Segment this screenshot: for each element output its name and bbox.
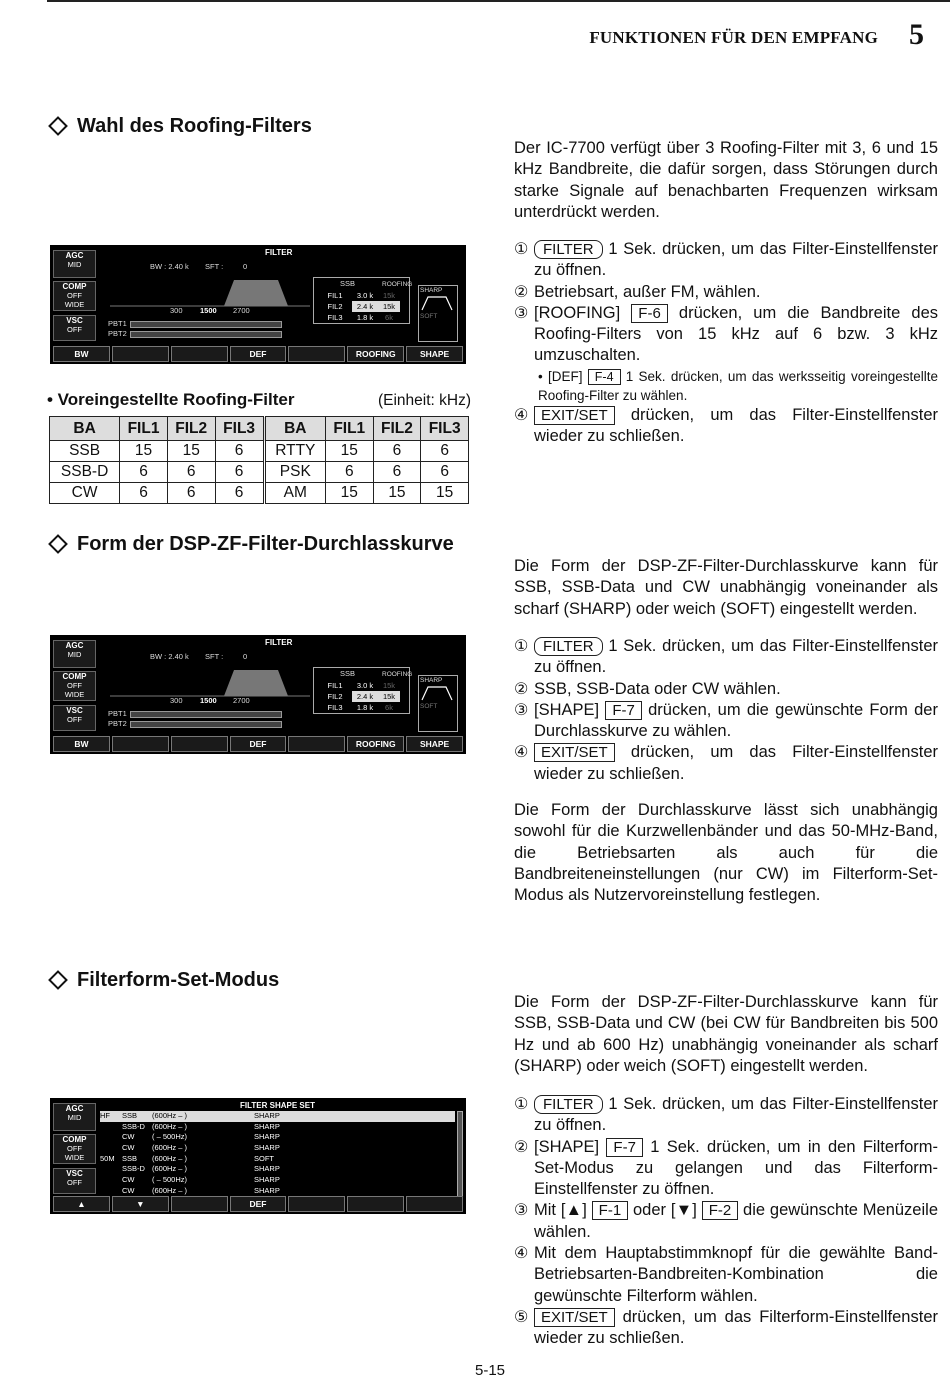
section-title-shape-set: Filterform-Set-Modus <box>47 969 279 992</box>
step-number: ④ <box>514 744 529 762</box>
frequency-label: 300 <box>170 306 183 315</box>
table-header-cell: BA <box>50 417 120 441</box>
table-header-row <box>50 417 469 441</box>
filter-cell: FIL1 <box>327 681 343 690</box>
shape-cell: (600Hz – ) <box>152 1153 188 1163</box>
page-number: 5-15 <box>475 1362 506 1379</box>
function-key-label: F-1 <box>592 1201 629 1220</box>
step-number: ① <box>514 1096 529 1113</box>
function-key-label: EXIT/SET <box>534 406 615 425</box>
table-cell: SSB-D <box>50 462 120 483</box>
shape-outro: Die Form der Durchlasskurve lässt sich unabhängig sowohl für die Kurzwellenbänder und das 50-MHz-Band, die Betriebsarten als auch für die Bandbreiteneinstellungen (nur CW) im Filterform-Set-Modus als Nutzervoreinstellung festlegen. <box>514 801 938 905</box>
filter-cell: 2.4 k <box>352 691 378 702</box>
step-item <box>514 405 938 448</box>
shape-cell: (600Hz – ) <box>152 1185 188 1195</box>
filter-cell: 15k <box>382 291 396 300</box>
function-key <box>171 346 228 362</box>
function-key: DEF <box>230 736 287 752</box>
ssb-label: SSB <box>340 279 356 288</box>
bw-readout: BW : 2.40 k <box>150 652 189 661</box>
table-row <box>50 483 469 504</box>
table-cell: 15 <box>167 441 215 462</box>
key-label: FILTER <box>534 637 603 656</box>
function-key-label: F-7 <box>606 1138 643 1157</box>
shape-cell: (600Hz – ) <box>152 1143 188 1153</box>
roofing-label: ROOFING <box>382 281 413 288</box>
shape-set-intro: Die Form der DSP-ZF-Filter-Durchlasskurve kann für SSB, SSB-Data und CW (bei CW für Bandbreiten bis 500 Hz und ab 600 Hz) unabhängig voneinander als scharf (SHARP) oder weich (SOFT) eingestellt werden. <box>514 993 938 1075</box>
side-button-value: OFF <box>67 1178 82 1187</box>
filter-cell: FIL1 <box>327 291 343 300</box>
shape-cell: ( – 500Hz) <box>152 1132 188 1142</box>
table-cell: 6 <box>120 462 168 483</box>
function-key: ROOFING <box>347 346 404 362</box>
step-text: FILTER 1 Sek. drücken, um das Filter-Einstellfenster zu öffnen. <box>534 1095 938 1135</box>
function-key-label: F-4 <box>588 369 621 385</box>
filter-cell: 3.0 k <box>356 681 374 690</box>
soft-label: SOFT <box>420 703 438 710</box>
table-header-cell: FIL2 <box>167 417 215 441</box>
filter-table <box>318 290 400 323</box>
step-item <box>514 1307 938 1350</box>
step-text: EXIT/SET drücken, um das Filter-Einstellfenster wieder zu schließen. <box>534 405 938 446</box>
shape-row <box>100 1164 455 1175</box>
function-key <box>288 736 345 752</box>
table-cell: RTTY <box>264 441 325 462</box>
shape-row <box>100 1111 455 1122</box>
screen-title: FILTER SHAPE SET <box>240 1101 315 1110</box>
step-item <box>514 679 938 700</box>
filter-cell: 15k <box>378 301 400 312</box>
table-cell: 15 <box>120 441 168 462</box>
table-cell: 6 <box>215 462 264 483</box>
roofing-intro: Der IC-7700 verfügt über 3 Roofing-Filter mit 3, 6 und 15 kHz Bandbreite, die dafür sorgen, dass Störungen durch starke Signale auf benachbarten Frequenzen wirksam unterdrückt werden. <box>514 139 938 221</box>
side-button <box>53 640 96 668</box>
table-header-cell: BA <box>264 417 325 441</box>
frequency-label: 1500 <box>200 696 217 705</box>
side-button <box>53 671 96 701</box>
shape-cell: CW <box>122 1132 135 1142</box>
side-button-label: AGC <box>65 251 84 260</box>
side-button-value: OFF <box>67 715 82 724</box>
filter-cell: FIL3 <box>327 703 343 712</box>
filter-cell: 3.0 k <box>356 291 374 300</box>
function-key <box>288 346 345 362</box>
filter-cell: 15k <box>378 691 400 702</box>
side-button-value: OFF <box>67 1144 82 1153</box>
sharp-label: SHARP <box>420 287 443 294</box>
shape-cell: (600Hz – ) <box>152 1111 188 1120</box>
shape-cell: CW <box>122 1175 135 1185</box>
step-text: EXIT/SET drücken, um das Filterform-Einstellfenster wieder zu schließen. <box>534 1307 938 1348</box>
table-row <box>50 441 469 462</box>
filter-cell: FIL2 <box>327 692 343 701</box>
function-key-bar <box>53 346 463 362</box>
side-button <box>53 705 96 731</box>
step-number: ③ <box>514 304 529 322</box>
frequency-label: 2700 <box>233 306 250 315</box>
function-key-bar <box>53 736 463 752</box>
step-number: ① <box>514 241 529 258</box>
table-cell: 6 <box>421 462 469 483</box>
diamond-icon <box>48 116 68 136</box>
filter-cell: FIL2 <box>327 302 343 311</box>
shape-cell: SHARP <box>254 1164 280 1174</box>
side-button-value: MID <box>67 260 82 269</box>
step-text: SSB, SSB-Data oder CW wählen. <box>534 679 781 698</box>
step-text: EXIT/SET drücken, um das Filter-Einstellfenster wieder zu schließen. <box>534 743 938 783</box>
filter-cell: 6k <box>385 703 393 712</box>
function-key <box>112 736 169 752</box>
side-button-value: WIDE <box>64 300 85 309</box>
substep-note: • [DEF] F-4 1 Sek. drücken, um das werksseitig voreingestellte Roofing-Filter zu wählen. <box>538 368 938 403</box>
side-button-label: AGC <box>65 1104 84 1113</box>
table-cell: 6 <box>167 462 215 483</box>
table-cell: 15 <box>421 483 469 504</box>
table-cell: 6 <box>373 462 421 483</box>
filter-cell: 6k <box>385 313 393 322</box>
table-cell: PSK <box>264 462 325 483</box>
roofing-table-title: • Voreingestellte Roofing-Filter (Einheit: kHz) <box>47 390 471 409</box>
function-key-label: EXIT/SET <box>534 1308 615 1327</box>
side-button-value: OFF <box>67 291 82 300</box>
shape-row <box>100 1186 455 1197</box>
side-button-label: AGC <box>65 641 84 650</box>
step-number: ① <box>514 638 529 655</box>
step-item <box>514 239 938 282</box>
function-key: SHAPE <box>406 736 463 752</box>
filter-cell: 1.8 k <box>356 703 374 712</box>
filter-cell: 15k <box>382 681 396 690</box>
side-button-label: COMP <box>62 1135 87 1144</box>
function-key <box>112 346 169 362</box>
table-cell: CW <box>50 483 120 504</box>
shape-cell: SHARP <box>254 1175 280 1185</box>
side-button <box>53 1168 96 1194</box>
function-key: SHAPE <box>406 346 463 362</box>
screen-title: FILTER <box>265 248 293 257</box>
function-key: DEF <box>230 1196 287 1212</box>
filter-screen-2 <box>50 635 466 754</box>
function-key <box>171 736 228 752</box>
diamond-icon <box>48 970 68 990</box>
filter-row <box>318 301 400 312</box>
table-unit: (Einheit: kHz) <box>377 392 471 409</box>
shape-cell: SOFT <box>254 1153 274 1163</box>
section-title-roofing: Wahl des Roofing-Filters <box>47 115 312 138</box>
page-header <box>47 18 930 52</box>
side-button <box>53 315 96 341</box>
screen-title: FILTER <box>265 638 293 647</box>
step-text: Betriebsart, außer FM, wählen. <box>534 282 761 301</box>
shape-cell <box>100 1164 122 1175</box>
pbt-label: PBT1 <box>108 319 127 328</box>
table-cell: 6 <box>215 441 264 462</box>
side-button <box>53 1134 96 1164</box>
table-cell: 6 <box>167 483 215 504</box>
function-key: DEF <box>230 346 287 362</box>
function-key-label: F-7 <box>605 701 642 720</box>
step-number: ③ <box>514 701 529 719</box>
chapter-number: 5 <box>909 18 924 51</box>
side-button-label: COMP <box>62 282 87 291</box>
step-text: Mit dem Hauptabstimmknopf für die gewählte Band-Betriebsarten-Bandbreiten-Kombination die gewünschte Filterform wählen. <box>534 1244 938 1305</box>
side-button-label: VSC <box>66 706 83 715</box>
step-text: FILTER 1 Sek. drücken, um das Filter-Einstellfenster zu öffnen. <box>534 240 938 280</box>
function-key: ▼ <box>112 1196 169 1212</box>
key-label: FILTER <box>534 240 603 259</box>
shape-cell: SHARP <box>254 1132 280 1142</box>
filter-table <box>318 680 400 713</box>
side-button-label: COMP <box>62 672 87 681</box>
shape-cell: SHARP <box>254 1143 280 1153</box>
shape-cell: CW <box>122 1143 135 1153</box>
pbt-slider <box>130 321 282 328</box>
filter-screen-1 <box>50 245 466 364</box>
filter-cell: 2.4 k <box>352 301 378 312</box>
function-key-label: F-6 <box>631 304 668 323</box>
step-item <box>514 1200 938 1243</box>
filter-shape-set-screen <box>50 1098 466 1214</box>
function-key <box>171 1196 228 1212</box>
side-button-label: VSC <box>66 1169 83 1178</box>
shape-row <box>100 1154 455 1165</box>
step-text: Mit [▲] F-1 oder [▼] F-2 die gewünschte Menüzeile wählen. <box>534 1201 938 1241</box>
shape-row <box>100 1175 455 1186</box>
pbt-label: PBT2 <box>108 719 127 728</box>
table-header-cell: FIL1 <box>325 417 373 441</box>
side-button-value: OFF <box>67 681 82 690</box>
table-cell: SSB <box>50 441 120 462</box>
step-number: ② <box>514 283 529 301</box>
ssb-label: SSB <box>340 669 356 678</box>
table-cell: AM <box>264 483 325 504</box>
shape-cell: CW <box>122 1185 135 1195</box>
shape-list <box>100 1111 455 1197</box>
step-item <box>514 303 938 405</box>
step-number: ② <box>514 1138 529 1156</box>
table-cell: 6 <box>373 441 421 462</box>
passband-shape <box>224 670 288 696</box>
side-button-value: MID <box>67 650 82 659</box>
pbt-slider <box>130 331 282 338</box>
sft-readout: SFT : <box>205 652 224 661</box>
step-number: ② <box>514 680 529 698</box>
shape-cell: SHARP <box>254 1111 280 1120</box>
step-item <box>514 1243 938 1307</box>
side-button-value: WIDE <box>64 1153 85 1162</box>
pbt-label: PBT2 <box>108 329 127 338</box>
shape-cell: SSB-D <box>122 1164 145 1174</box>
shape-cell: SHARP <box>254 1121 280 1131</box>
side-button <box>53 1103 96 1131</box>
table-cell: 6 <box>421 441 469 462</box>
section-title-shape: Form der DSP-ZF-Filter-Durchlasskurve <box>47 533 454 556</box>
frequency-label: 2700 <box>233 696 250 705</box>
sharp-curve-icon <box>420 294 454 312</box>
shape-cell <box>100 1132 122 1143</box>
roofing-table <box>49 416 469 504</box>
shape-cell: (600Hz – ) <box>152 1164 188 1174</box>
step-item <box>514 1137 938 1201</box>
table-header-cell: FIL3 <box>215 417 264 441</box>
table-cell: 15 <box>325 441 373 462</box>
frequency-label: 300 <box>170 696 183 705</box>
shape-row <box>100 1122 455 1133</box>
function-key-bar <box>53 1196 463 1212</box>
function-key <box>406 1196 463 1212</box>
step-text: FILTER 1 Sek. drücken, um das Filter-Einstellfenster zu öffnen. <box>534 637 938 677</box>
filter-cell: FIL3 <box>327 313 343 322</box>
shape-intro: Die Form der DSP-ZF-Filter-Durchlasskurve kann für SSB, SSB-Data und CW unabhängig voneinander als scharf (SHARP) oder weich (SOFT) eingestellt werden. <box>514 557 938 618</box>
step-item <box>514 700 938 743</box>
table-header-cell: FIL2 <box>373 417 421 441</box>
table-cell: 15 <box>373 483 421 504</box>
table-cell: 15 <box>325 483 373 504</box>
side-button-value: MID <box>67 1113 82 1122</box>
pbt-slider <box>130 711 282 718</box>
key-label: FILTER <box>534 1095 603 1114</box>
shape-cell <box>100 1122 122 1133</box>
step-number: ③ <box>514 1202 529 1220</box>
pbt-slider <box>130 721 282 728</box>
filter-cell: 1.8 k <box>356 313 374 322</box>
table-row <box>50 462 469 483</box>
sft-value: 0 <box>243 652 248 661</box>
side-button <box>53 250 96 278</box>
passband-shape <box>224 280 288 306</box>
step-number: ⑤ <box>514 1308 529 1326</box>
step-number: ④ <box>514 406 529 424</box>
shape-row <box>100 1132 455 1143</box>
sft-readout: SFT : <box>205 262 224 271</box>
shape-cell: SSB <box>122 1153 138 1163</box>
table-cell: 6 <box>215 483 264 504</box>
bw-readout: BW : 2.40 k <box>150 262 189 271</box>
step-number: ④ <box>514 1245 529 1263</box>
filter-row <box>318 312 400 323</box>
function-key <box>347 1196 404 1212</box>
scrollbar <box>457 1111 463 1198</box>
side-button-label: VSC <box>66 316 83 325</box>
top-rule <box>47 0 950 2</box>
shape-cell: SHARP <box>254 1185 280 1195</box>
table-cell: 6 <box>325 462 373 483</box>
shape-cell <box>100 1186 122 1197</box>
filter-row <box>318 680 400 691</box>
shape-cell <box>100 1143 122 1154</box>
function-key-label: F-2 <box>702 1201 739 1220</box>
chapter-title: FUNKTIONEN FÜR DEN EMPFANG <box>589 28 878 47</box>
step-item <box>514 742 938 785</box>
step-text: [SHAPE] F-7 1 Sek. drücken, um in den Filterform-Set-Modus zu gelangen und das Filterform-Einstellfenster zu öffnen. <box>534 1137 938 1199</box>
step-item <box>514 1094 938 1137</box>
shape-cell: (600Hz – ) <box>152 1121 188 1131</box>
filter-row <box>318 702 400 713</box>
shape-row <box>100 1143 455 1154</box>
function-key: ▲ <box>53 1196 110 1212</box>
step-text: [SHAPE] F-7 drücken, um die gewünschte Form der Durchlasskurve zu wählen. <box>534 700 938 741</box>
table-header-cell: FIL3 <box>421 417 469 441</box>
filter-row <box>318 290 400 301</box>
step-text: [ROOFING] F-6 drücken, um die Bandbreite des Roofing-Filters von 15 kHz auf 6 bzw. 3 kHz umzuschalten. • [DEF] F-4 1 Sek. drücken, um das werksseitig voreingestellte Roofing-Filter zu wählen. <box>534 303 938 403</box>
filter-row <box>318 691 400 702</box>
function-key: ROOFING <box>347 736 404 752</box>
shape-cell <box>100 1175 122 1186</box>
roofing-label: ROOFING <box>382 671 413 678</box>
table-header-cell: FIL1 <box>120 417 168 441</box>
side-button <box>53 281 96 311</box>
diamond-icon <box>48 534 68 554</box>
shape-cell: ( – 500Hz) <box>152 1175 188 1185</box>
function-key: BW <box>53 736 110 752</box>
roofing-steps <box>514 239 938 447</box>
sharp-label: SHARP <box>420 677 443 684</box>
sharp-curve-icon <box>420 684 454 702</box>
sft-value: 0 <box>243 262 248 271</box>
step-item <box>514 636 938 679</box>
shape-set-steps <box>514 1094 938 1350</box>
soft-label: SOFT <box>420 313 438 320</box>
shape-steps <box>514 636 938 785</box>
pbt-label: PBT1 <box>108 709 127 718</box>
shape-cell: SSB <box>122 1111 138 1120</box>
function-key-label: EXIT/SET <box>534 743 615 762</box>
function-key <box>288 1196 345 1212</box>
function-key: BW <box>53 346 110 362</box>
frequency-label: 1500 <box>200 306 217 315</box>
step-item <box>514 282 938 303</box>
shape-cell: 50M <box>100 1153 115 1163</box>
shape-cell: HF <box>100 1111 110 1120</box>
shape-cell: SSB-D <box>122 1121 145 1131</box>
side-button-value: OFF <box>67 325 82 334</box>
side-button-value: WIDE <box>64 690 85 699</box>
table-cell: 6 <box>120 483 168 504</box>
